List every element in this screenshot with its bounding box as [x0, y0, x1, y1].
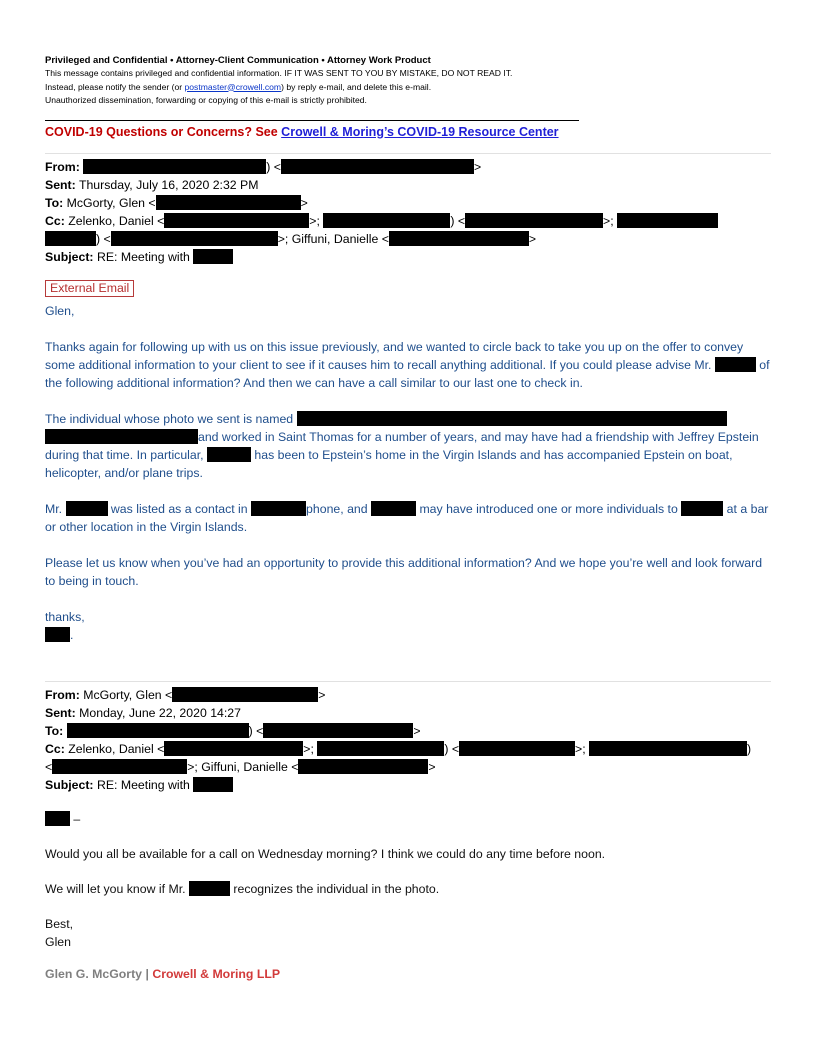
email-1-signoff: .	[45, 626, 771, 644]
redaction	[389, 231, 529, 246]
redaction	[589, 741, 747, 756]
email-1-to-row: To: McGorty, Glen < >	[45, 195, 308, 210]
email-1-header	[45, 158, 771, 266]
email-2-to-row: To: ) < >	[45, 723, 421, 738]
email-2-body	[45, 810, 771, 951]
email-signature	[45, 967, 771, 981]
redaction	[715, 357, 756, 372]
redaction	[193, 249, 233, 264]
email-1-closing: thanks,	[45, 609, 85, 624]
redaction	[681, 501, 723, 516]
email-2-cc-row-2: < >; Giffuni, Danielle < >	[45, 759, 436, 774]
confidentiality-line-1: This message contains privileged and confidential information. IF IT WAS SENT TO YOU BY MISTAKE, DO NOT READ IT.	[45, 68, 513, 78]
redaction	[83, 159, 266, 174]
email-2-header	[45, 686, 771, 794]
redaction	[371, 501, 416, 516]
redaction	[111, 231, 278, 246]
email-2-signoff: Glen	[45, 934, 71, 949]
redaction	[317, 741, 444, 756]
confidentiality-line-2: Instead, please notify the sender (or postmaster@crowell.com) by reply e-mail, and delete this e-mail.	[45, 81, 432, 92]
redaction	[164, 741, 303, 756]
redaction	[45, 429, 198, 444]
covid-resource-link[interactable]: Crowell & Moring’s COVID-19 Resource Center	[281, 124, 559, 139]
signature-name: Glen G. McGorty	[45, 966, 143, 981]
email-2-closing: Best,	[45, 916, 74, 931]
email-2-paragraph-2: We will let you know if Mr. recognizes the individual in the photo.	[45, 881, 440, 896]
external-email-tag: External Email	[45, 280, 134, 297]
redaction	[45, 627, 70, 642]
signature-firm: Crowell & Moring LLP	[152, 966, 281, 981]
redaction	[193, 777, 233, 792]
redaction	[45, 811, 70, 826]
redaction	[297, 411, 727, 426]
confidentiality-line-3: Unauthorized dissemination, forwarding or copying of this e-mail is strictly prohibited.	[45, 95, 367, 105]
redaction	[251, 501, 306, 516]
redaction	[164, 213, 309, 228]
redaction	[465, 213, 603, 228]
redaction	[52, 759, 187, 774]
redaction	[323, 213, 450, 228]
confidentiality-notice	[45, 54, 771, 108]
email-1-cc-row-2: ) < >; Giffuni, Danielle < >	[45, 230, 771, 248]
email-document	[45, 54, 771, 981]
email-2-greeting: –	[45, 810, 771, 828]
redaction	[459, 741, 575, 756]
redaction	[66, 501, 108, 516]
email-1-paragraph-2: The individual whose photo we sent is named and worked in Saint Thomas for a number of years, and may have had a friendship with Jeffrey Epstein during that time. In particular, has been to Epstein’s home in the Virgin Islands and has accompanied Epstein on boat, helicopter, and/or plane trips.	[45, 411, 759, 480]
covid-banner: COVID-19 Questions or Concerns? See Crowell & Moring’s COVID-19 Resource Center	[45, 124, 559, 139]
redaction	[156, 195, 301, 210]
email-2-cc-row: Cc: Zelenko, Daniel < >; ) < >; )	[45, 741, 752, 756]
email-2-sent-row: Sent: Monday, June 22, 2020 14:27	[45, 705, 241, 720]
email-2-subject-row: Subject: RE: Meeting with	[45, 776, 771, 794]
redaction	[67, 723, 249, 738]
redaction	[172, 687, 318, 702]
email-1-sent-row: Sent: Thursday, July 16, 2020 2:32 PM	[45, 177, 259, 192]
redaction	[189, 881, 230, 896]
confidentiality-title: Privileged and Confidential • Attorney-Client Communication • Attorney Work Product	[45, 55, 431, 66]
email-1-paragraph-4: Please let us know when you’ve had an opportunity to provide this additional information? And we hope you’re well and look forward to being in touch.	[45, 555, 763, 588]
email-1-subject-row: Subject: RE: Meeting with	[45, 248, 771, 266]
email-1-paragraph-1: Thanks again for following up with us on this issue previously, and we wanted to circle back to take you up on the offer to convey some additional information to your client to see if it causes him to recall anything additional. If you could please advise Mr. of the following additional information? And then we can have a call similar to our last one to check in.	[45, 339, 770, 390]
notice-divider	[45, 120, 579, 121]
redaction	[281, 159, 474, 174]
message-divider-2	[45, 681, 771, 682]
email-1-greeting: Glen,	[45, 303, 75, 318]
signature-divider: |	[142, 966, 153, 981]
email-2-from-row: From: McGorty, Glen < >	[45, 687, 326, 702]
postmaster-email-link[interactable]: postmaster@crowell.com	[184, 81, 282, 92]
email-1-cc-row: Cc: Zelenko, Daniel < >; ) < >;	[45, 212, 771, 230]
email-1-body	[45, 302, 771, 644]
email-1-paragraph-3: Mr. was listed as a contact in phone, and may have introduced one or more individuals to at a bar or other location in the Virgin Islands.	[45, 501, 769, 534]
external-email-wrap	[45, 279, 771, 297]
email-2-paragraph-1: Would you all be available for a call on Wednesday morning? I think we could do any time before noon.	[45, 846, 606, 861]
redaction	[617, 213, 718, 228]
redaction	[207, 447, 251, 462]
email-1-from-row: From: ) < >	[45, 159, 482, 174]
redaction	[263, 723, 413, 738]
redaction	[298, 759, 428, 774]
redaction	[45, 231, 96, 246]
message-divider-1	[45, 153, 771, 154]
